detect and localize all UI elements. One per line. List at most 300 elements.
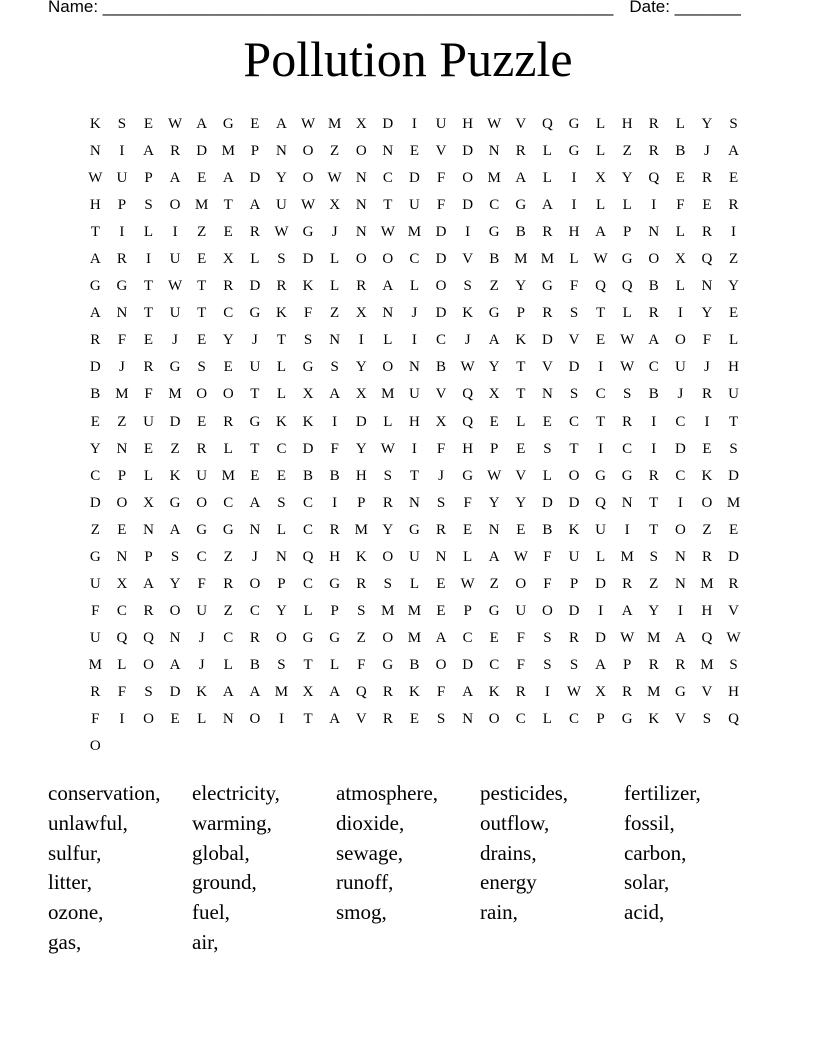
grid-letter[interactable]: E — [489, 629, 499, 646]
grid-letter[interactable]: L — [223, 656, 233, 673]
grid-letter[interactable]: R — [542, 224, 553, 241]
grid-letter[interactable]: H — [728, 359, 739, 376]
grid-letter[interactable]: I — [651, 413, 657, 430]
grid-letter[interactable]: S — [436, 494, 446, 511]
grid-letter[interactable]: N — [409, 494, 420, 511]
grid-letter[interactable]: H — [728, 684, 739, 700]
grid-letter[interactable]: G — [222, 116, 234, 133]
grid-letter[interactable]: H — [89, 197, 101, 214]
grid-letter[interactable]: C — [223, 629, 234, 646]
grid-letter[interactable]: M — [647, 629, 661, 646]
grid-letter[interactable]: W — [327, 170, 342, 187]
grid-letter[interactable]: D — [541, 332, 553, 349]
grid-letter[interactable]: A — [196, 116, 208, 133]
grid-letter[interactable]: M — [647, 684, 661, 700]
grid-letter[interactable]: R — [143, 602, 154, 619]
grid-letter[interactable]: C — [489, 197, 500, 214]
grid-letter[interactable]: D — [728, 548, 739, 565]
grid-letter[interactable]: S — [543, 656, 552, 673]
grid-letter[interactable]: Q — [143, 629, 154, 646]
grid-letter[interactable]: F — [436, 684, 446, 700]
grid-letter[interactable]: L — [728, 332, 739, 349]
grid-letter[interactable]: O — [382, 359, 394, 376]
grid-letter[interactable]: P — [144, 548, 153, 565]
grid-letter[interactable]: Y — [276, 602, 287, 619]
grid-letter[interactable]: A — [621, 602, 633, 619]
grid-letter[interactable]: X — [595, 170, 606, 187]
grid-letter[interactable]: S — [729, 440, 738, 457]
grid-letter[interactable]: C — [436, 332, 447, 349]
grid-letter[interactable]: F — [91, 602, 100, 619]
grid-letter[interactable]: V — [355, 711, 367, 728]
grid-letter[interactable]: V — [674, 711, 686, 728]
grid-letter[interactable]: L — [303, 602, 313, 619]
grid-letter[interactable]: J — [251, 332, 258, 349]
grid-letter[interactable]: Y — [728, 278, 739, 295]
grid-letter[interactable]: U — [143, 413, 154, 430]
grid-letter[interactable]: D — [568, 602, 580, 619]
grid-letter[interactable]: N — [222, 711, 234, 728]
grid-letter[interactable]: I — [731, 224, 737, 241]
grid-letter[interactable]: P — [569, 575, 579, 592]
grid-letter[interactable]: E — [117, 521, 127, 538]
grid-letter[interactable]: U — [435, 116, 447, 133]
grid-letter[interactable]: L — [595, 197, 606, 214]
grid-letter[interactable]: E — [197, 413, 207, 430]
grid-letter[interactable]: A — [169, 170, 181, 187]
grid-letter[interactable]: M — [540, 251, 555, 268]
grid-letter[interactable]: R — [701, 224, 712, 241]
grid-letter[interactable]: G — [621, 467, 633, 484]
grid-letter[interactable]: I — [411, 332, 417, 349]
grid-letter[interactable]: U — [674, 359, 686, 376]
grid-letter[interactable]: E — [90, 413, 100, 430]
grid-letter[interactable]: R — [515, 684, 526, 700]
grid-letter[interactable]: E — [143, 116, 154, 133]
grid-letter[interactable]: L — [276, 386, 287, 403]
grid-letter[interactable]: D — [89, 494, 101, 511]
grid-letter[interactable]: A — [435, 629, 447, 646]
grid-letter[interactable]: N — [674, 548, 686, 565]
grid-letter[interactable]: X — [116, 575, 128, 592]
grid-letter[interactable]: O — [169, 602, 181, 619]
grid-letter[interactable]: T — [595, 305, 606, 322]
grid-letter[interactable]: V — [515, 467, 527, 484]
grid-letter[interactable]: N — [648, 224, 660, 241]
grid-letter[interactable]: L — [595, 116, 606, 133]
grid-letter[interactable]: A — [249, 197, 261, 214]
grid-letter[interactable]: P — [623, 656, 632, 673]
grid-letter[interactable]: S — [463, 278, 472, 295]
grid-letter[interactable]: P — [357, 494, 366, 511]
grid-letter[interactable]: A — [329, 684, 341, 700]
grid-letter[interactable]: D — [382, 116, 394, 133]
grid-letter[interactable]: F — [197, 575, 206, 592]
grid-letter[interactable]: T — [728, 413, 739, 430]
grid-letter[interactable]: Y — [355, 359, 367, 376]
grid-letter[interactable]: D — [302, 440, 314, 457]
grid-letter[interactable]: L — [409, 278, 419, 295]
grid-letter[interactable]: R — [648, 467, 659, 484]
grid-letter[interactable]: L — [622, 197, 632, 214]
grid-letter[interactable]: O — [196, 386, 208, 403]
grid-letter[interactable]: O — [382, 251, 394, 268]
grid-letter[interactable]: U — [196, 467, 208, 484]
grid-letter[interactable]: B — [436, 359, 447, 376]
grid-letter[interactable]: S — [383, 575, 392, 592]
grid-letter[interactable]: L — [143, 224, 154, 241]
grid-letter[interactable]: Q — [116, 629, 128, 646]
grid-letter[interactable]: G — [329, 575, 341, 592]
grid-letter[interactable]: L — [383, 413, 393, 430]
grid-letter[interactable]: L — [330, 278, 340, 295]
grid-letter[interactable]: M — [407, 602, 422, 619]
grid-letter[interactable]: N — [355, 170, 367, 187]
grid-letter[interactable]: A — [595, 656, 606, 673]
grid-letter[interactable]: C — [116, 602, 127, 619]
grid-letter[interactable]: A — [462, 684, 474, 700]
grid-letter[interactable]: L — [463, 548, 473, 565]
grid-letter[interactable]: O — [462, 170, 474, 187]
grid-letter[interactable]: L — [250, 251, 260, 268]
grid-letter[interactable]: E — [143, 332, 154, 349]
grid-letter[interactable]: I — [651, 197, 657, 214]
grid-letter[interactable]: S — [277, 656, 286, 673]
grid-letter[interactable]: N — [89, 143, 101, 160]
grid-letter[interactable]: O — [568, 467, 580, 484]
grid-letter[interactable]: H — [462, 440, 474, 457]
grid-letter[interactable]: Q — [541, 116, 553, 133]
grid-letter[interactable]: F — [117, 332, 127, 349]
grid-letter[interactable]: N — [355, 224, 367, 241]
grid-letter[interactable]: M — [195, 197, 209, 214]
grid-letter[interactable]: F — [303, 305, 313, 322]
grid-letter[interactable]: J — [198, 656, 205, 673]
grid-letter[interactable]: I — [278, 711, 284, 728]
grid-letter[interactable]: S — [117, 116, 127, 133]
grid-letter[interactable]: J — [251, 548, 258, 565]
grid-letter[interactable]: Q — [621, 278, 633, 295]
grid-letter[interactable]: O — [701, 494, 713, 511]
grid-letter[interactable]: E — [197, 251, 207, 268]
grid-letter[interactable]: F — [144, 386, 153, 403]
grid-letter[interactable]: V — [728, 602, 739, 619]
grid-letter[interactable]: O — [355, 143, 367, 160]
grid-letter[interactable]: X — [302, 386, 314, 403]
grid-letter[interactable]: N — [409, 359, 420, 376]
grid-letter[interactable]: W — [487, 116, 502, 133]
grid-letter[interactable]: P — [623, 224, 632, 241]
grid-letter[interactable]: E — [197, 332, 207, 349]
grid-letter[interactable]: Z — [223, 602, 233, 619]
grid-letter[interactable]: C — [675, 413, 686, 430]
grid-letter[interactable]: E — [436, 602, 446, 619]
grid-letter[interactable]: N — [382, 305, 394, 322]
grid-letter[interactable]: D — [302, 251, 314, 268]
grid-letter[interactable]: X — [355, 305, 367, 322]
grid-letter[interactable]: I — [677, 305, 683, 322]
grid-letter[interactable]: D — [595, 575, 606, 592]
grid-letter[interactable]: C — [648, 359, 659, 376]
grid-letter[interactable]: Z — [170, 440, 180, 457]
grid-letter[interactable]: R — [170, 143, 181, 160]
grid-letter[interactable]: T — [143, 278, 154, 295]
grid-letter[interactable]: S — [330, 359, 339, 376]
grid-letter[interactable]: B — [409, 656, 420, 673]
grid-letter[interactable]: R — [622, 413, 633, 430]
grid-letter[interactable]: C — [568, 413, 579, 430]
grid-letter[interactable]: P — [516, 305, 525, 322]
grid-letter[interactable]: G — [249, 305, 261, 322]
grid-letter[interactable]: K — [302, 413, 314, 430]
grid-letter[interactable]: E — [728, 170, 739, 187]
grid-letter[interactable]: I — [119, 224, 125, 241]
grid-letter[interactable]: N — [382, 143, 394, 160]
grid-letter[interactable]: I — [358, 332, 364, 349]
grid-letter[interactable]: O — [143, 656, 154, 673]
grid-letter[interactable]: A — [249, 494, 261, 511]
grid-letter[interactable]: Y — [515, 494, 527, 511]
grid-letter[interactable]: W — [566, 684, 582, 700]
grid-letter[interactable]: C — [223, 305, 234, 322]
grid-letter[interactable]: N — [116, 548, 128, 565]
grid-letter[interactable]: F — [436, 170, 446, 187]
grid-letter[interactable]: R — [622, 684, 633, 700]
grid-letter[interactable]: G — [329, 629, 341, 646]
grid-letter[interactable]: A — [249, 684, 261, 700]
grid-letter[interactable]: Y — [648, 602, 660, 619]
grid-letter[interactable]: D — [169, 413, 181, 430]
grid-letter[interactable]: T — [303, 711, 313, 728]
grid-letter[interactable]: M — [327, 116, 342, 133]
grid-letter[interactable]: R — [90, 332, 101, 349]
grid-letter[interactable]: T — [303, 656, 313, 673]
grid-letter[interactable]: R — [728, 575, 739, 592]
grid-letter[interactable]: C — [675, 467, 686, 484]
grid-letter[interactable]: C — [489, 656, 500, 673]
grid-letter[interactable]: G — [302, 224, 314, 241]
grid-letter[interactable]: C — [622, 440, 633, 457]
grid-letter[interactable]: E — [728, 521, 739, 538]
grid-letter[interactable]: M — [115, 386, 129, 403]
grid-letter[interactable]: N — [621, 494, 633, 511]
grid-letter[interactable]: J — [411, 305, 418, 322]
grid-letter[interactable]: F — [516, 656, 525, 673]
grid-letter[interactable]: F — [91, 711, 100, 728]
grid-letter[interactable]: Y — [222, 332, 234, 349]
grid-letter[interactable]: B — [542, 521, 553, 538]
grid-letter[interactable]: S — [436, 711, 446, 728]
grid-letter[interactable]: D — [541, 494, 553, 511]
grid-letter[interactable]: A — [488, 548, 500, 565]
grid-letter[interactable]: F — [569, 278, 579, 295]
grid-letter[interactable]: T — [516, 386, 526, 403]
grid-letter[interactable]: L — [675, 224, 685, 241]
grid-letter[interactable]: C — [595, 386, 606, 403]
grid-letter[interactable]: M — [354, 521, 368, 538]
grid-letter[interactable]: J — [198, 629, 205, 646]
grid-letter[interactable]: G — [541, 278, 553, 295]
grid-letter[interactable]: S — [303, 332, 313, 349]
grid-letter[interactable]: F — [516, 629, 525, 646]
grid-letter[interactable]: A — [169, 521, 181, 538]
grid-letter[interactable]: Z — [117, 413, 127, 430]
grid-letter[interactable]: C — [249, 602, 260, 619]
grid-letter[interactable]: C — [196, 548, 207, 565]
grid-letter[interactable]: N — [462, 711, 474, 728]
grid-letter[interactable]: U — [276, 197, 287, 214]
grid-letter[interactable]: I — [571, 170, 577, 187]
grid-letter[interactable]: O — [116, 494, 128, 511]
grid-letter[interactable]: G — [302, 359, 314, 376]
grid-letter[interactable]: O — [674, 521, 686, 538]
grid-letter[interactable]: L — [276, 359, 287, 376]
grid-letter[interactable]: I — [411, 440, 417, 457]
grid-letter[interactable]: V — [701, 684, 713, 700]
grid-letter[interactable]: P — [144, 170, 153, 187]
grid-letter[interactable]: G — [116, 278, 128, 295]
grid-letter[interactable]: E — [409, 711, 419, 728]
grid-letter[interactable]: N — [435, 548, 447, 565]
grid-letter[interactable]: S — [383, 467, 392, 484]
grid-letter[interactable]: V — [435, 143, 447, 160]
grid-letter[interactable]: D — [728, 467, 739, 484]
grid-letter[interactable]: I — [119, 711, 125, 728]
grid-letter[interactable]: I — [598, 359, 604, 376]
grid-letter[interactable]: M — [620, 548, 634, 565]
grid-letter[interactable]: U — [169, 251, 181, 268]
grid-letter[interactable]: U — [595, 521, 606, 538]
grid-letter[interactable]: R — [276, 278, 287, 295]
grid-letter[interactable]: O — [302, 143, 314, 160]
grid-letter[interactable]: P — [490, 440, 499, 457]
grid-letter[interactable]: G — [621, 711, 633, 728]
grid-letter[interactable]: P — [596, 711, 605, 728]
grid-letter[interactable]: R — [382, 684, 393, 700]
grid-letter[interactable]: J — [172, 332, 178, 349]
grid-letter[interactable]: I — [704, 413, 710, 430]
grid-letter[interactable]: M — [221, 143, 235, 160]
grid-letter[interactable]: G — [169, 359, 181, 376]
grid-letter[interactable]: R — [356, 278, 367, 295]
grid-letter[interactable]: M — [88, 656, 102, 673]
grid-letter[interactable]: O — [648, 251, 660, 268]
grid-letter[interactable]: G — [169, 494, 181, 511]
grid-letter[interactable]: D — [435, 224, 447, 241]
grid-letter[interactable]: C — [90, 467, 101, 484]
grid-letter[interactable]: A — [222, 684, 234, 700]
grid-letter[interactable]: K — [488, 684, 500, 700]
grid-letter[interactable]: S — [543, 440, 552, 457]
grid-letter[interactable]: D — [568, 494, 580, 511]
grid-letter[interactable]: T — [649, 521, 659, 538]
grid-letter[interactable]: W — [300, 116, 316, 133]
grid-letter[interactable]: O — [488, 711, 500, 728]
grid-letter[interactable]: G — [382, 656, 394, 673]
grid-letter[interactable]: Z — [649, 575, 659, 592]
grid-letter[interactable]: H — [568, 224, 580, 241]
grid-letter[interactable]: X — [143, 494, 154, 511]
grid-letter[interactable]: N — [276, 548, 287, 565]
grid-letter[interactable]: S — [623, 386, 632, 403]
grid-letter[interactable]: U — [409, 197, 420, 214]
grid-letter[interactable]: Q — [701, 251, 713, 268]
grid-letter[interactable]: A — [595, 224, 606, 241]
grid-letter[interactable]: U — [568, 548, 580, 565]
grid-letter[interactable]: C — [515, 711, 526, 728]
grid-letter[interactable]: Y — [89, 440, 101, 457]
grid-letter[interactable]: C — [303, 575, 314, 592]
grid-letter[interactable]: B — [675, 143, 686, 160]
grid-letter[interactable]: T — [276, 332, 287, 349]
grid-letter[interactable]: T — [143, 305, 154, 322]
grid-letter[interactable]: I — [411, 116, 417, 133]
grid-letter[interactable]: J — [331, 224, 338, 241]
grid-letter[interactable]: I — [598, 440, 604, 457]
grid-letter[interactable]: Z — [197, 224, 207, 241]
grid-letter[interactable]: E — [223, 359, 233, 376]
grid-letter[interactable]: R — [143, 359, 154, 376]
grid-letter[interactable]: N — [674, 575, 686, 592]
grid-letter[interactable]: N — [143, 521, 154, 538]
grid-letter[interactable]: D — [196, 143, 208, 160]
grid-letter[interactable]: S — [144, 684, 153, 700]
grid-letter[interactable]: V — [435, 386, 447, 403]
grid-letter[interactable]: K — [276, 413, 287, 430]
grid-letter[interactable]: B — [303, 467, 314, 484]
grid-letter[interactable]: E — [675, 170, 685, 187]
grid-letter[interactable]: Y — [276, 170, 287, 187]
grid-letter[interactable]: P — [330, 602, 339, 619]
grid-letter[interactable]: O — [143, 711, 154, 728]
grid-letter[interactable]: R — [568, 629, 579, 646]
grid-letter[interactable]: Q — [355, 684, 367, 700]
grid-letter[interactable]: Q — [728, 711, 739, 728]
grid-letter[interactable]: W — [167, 116, 183, 133]
grid-letter[interactable]: N — [541, 386, 553, 403]
grid-letter[interactable]: E — [489, 413, 499, 430]
grid-letter[interactable]: T — [649, 494, 659, 511]
grid-letter[interactable]: I — [544, 684, 550, 700]
grid-letter[interactable]: B — [515, 224, 526, 241]
grid-letter[interactable]: T — [569, 440, 579, 457]
grid-letter[interactable]: G — [674, 684, 686, 700]
grid-letter[interactable]: N — [488, 521, 500, 538]
grid-letter[interactable]: V — [541, 359, 553, 376]
grid-letter[interactable]: R — [356, 575, 367, 592]
grid-letter[interactable]: S — [569, 656, 579, 673]
grid-letter[interactable]: P — [117, 197, 127, 214]
grid-letter[interactable]: Q — [648, 170, 660, 187]
grid-letter[interactable]: U — [89, 575, 101, 592]
grid-letter[interactable]: D — [435, 305, 447, 322]
grid-letter[interactable]: P — [463, 602, 472, 619]
grid-letter[interactable]: Z — [330, 305, 340, 322]
grid-letter[interactable]: W — [487, 467, 502, 484]
grid-letter[interactable]: Q — [302, 548, 314, 565]
grid-letter[interactable]: W — [593, 251, 608, 268]
grid-letter[interactable]: R — [329, 521, 340, 538]
grid-letter[interactable]: O — [435, 656, 447, 673]
grid-letter[interactable]: O — [302, 170, 314, 187]
grid-letter[interactable]: L — [622, 305, 632, 322]
grid-letter[interactable]: W — [460, 359, 475, 376]
grid-letter[interactable]: A — [169, 656, 181, 673]
grid-letter[interactable]: R — [116, 251, 127, 268]
grid-letter[interactable]: R — [382, 494, 393, 511]
grid-letter[interactable]: T — [516, 359, 526, 376]
grid-letter[interactable]: K — [169, 467, 181, 484]
